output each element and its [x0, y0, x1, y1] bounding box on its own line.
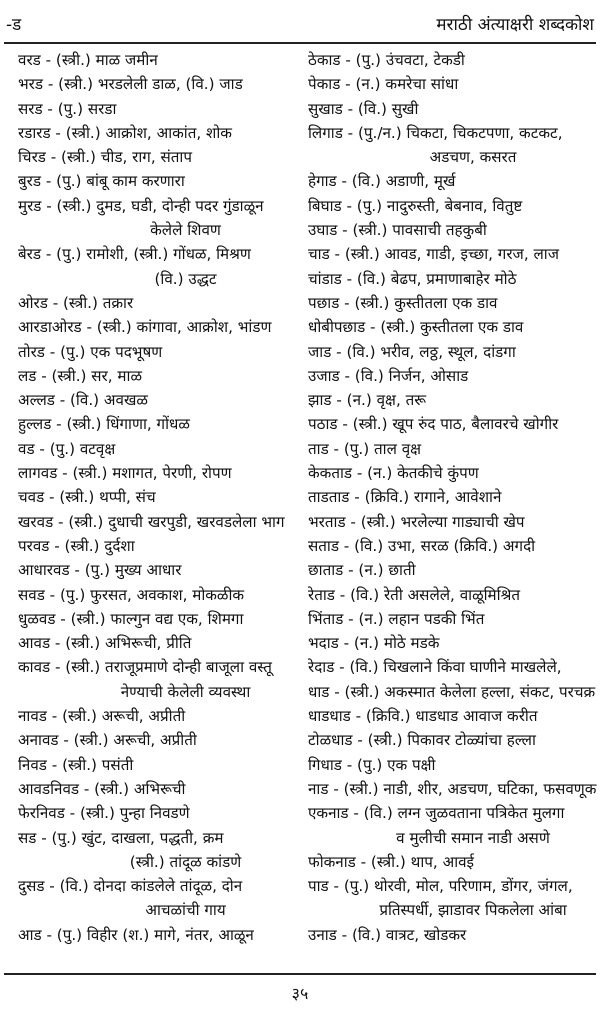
dictionary-entry: [308, 607, 598, 631]
dictionary-entry: [18, 97, 313, 121]
entry-line: सताड - (वि.) उभा, सरळ (क्रिवि.) अगदी: [308, 536, 536, 555]
entry-line: अल्लड - (वि.) अवखळ: [18, 391, 148, 410]
dictionary-entry: [308, 850, 598, 874]
dictionary-entry: [308, 412, 598, 436]
entry-line: सरड - (पु.) सरडा: [18, 99, 117, 118]
entry-line: लागवड - (स्त्री.) मशागत, पेरणी, रोपण: [18, 464, 232, 483]
entry-line: परवड - (स्त्री.) दुर्दशा: [18, 536, 135, 555]
entry-line: पछाड - (स्त्री.) कुस्तीतला एक डाव: [308, 293, 498, 312]
dictionary-entry: [308, 218, 598, 242]
entry-line: वड - (पु.) वटवृक्ष: [18, 439, 116, 458]
dictionary-entry: [308, 534, 598, 558]
dictionary-entry: [18, 291, 313, 315]
entry-continuation: केलेले शिवण: [150, 221, 221, 240]
entry-line: झाड - (न.) वृक्ष, तरू: [308, 391, 427, 410]
right-column: [308, 48, 598, 947]
entry-line: चिरड - (स्त्री.) चीड, राग, संताप: [18, 148, 192, 167]
dictionary-entry: [308, 340, 598, 364]
dictionary-entry: [308, 728, 598, 752]
entry-line: ठेकाड - (पु.) उंचवटा, टेकडी: [308, 51, 465, 69]
dictionary-entry: [18, 48, 313, 72]
entry-line: केकताड - (न.) केतकीचे कुंपण: [308, 464, 479, 483]
dictionary-entry: [18, 412, 313, 436]
dictionary-entry: [18, 121, 313, 145]
dictionary-entry: [308, 437, 598, 461]
dictionary-entry: [18, 340, 313, 364]
entry-continuation: (स्त्री.) तांदूळ कांडणे: [129, 852, 242, 871]
dictionary-entry: [18, 485, 313, 509]
dictionary-entry: [18, 388, 313, 412]
dictionary-entry: [18, 583, 313, 607]
dictionary-entry: [18, 753, 313, 777]
entry-line: छाताड - (न.) छाती: [308, 561, 416, 580]
dictionary-entry: [18, 704, 313, 728]
entry-line: एकनाड - (वि.) लग्न जुळवताना पत्रिकेत मुलगा: [308, 804, 565, 823]
dictionary-entry: [308, 583, 598, 607]
dictionary-entry: [308, 242, 598, 266]
entry-line: ताड - (पु.) ताल वृक्ष: [308, 439, 422, 458]
entry-line: बुरड - (पु.) बांबू काम करणारा: [18, 172, 185, 191]
dictionary-entry: [308, 558, 598, 582]
entry-line: अनावड - (स्त्री.) अरूची, अप्रीती: [18, 731, 197, 750]
entry-line: टोळधाड - (स्त्री.) पिकावर टोळ्यांचा हल्ला: [308, 731, 536, 750]
entry-line: धोबीपछाड - (स्त्री.) कुस्तीतला एक डाव: [308, 318, 524, 337]
entry-line: सुखाड - (वि.) सुखी: [308, 99, 419, 118]
dictionary-entry: [18, 607, 313, 631]
entry-line: पाड - (पु.) थोरवी, मोल, परिणाम, डोंगर, जंगल,: [308, 877, 573, 896]
entry-line: चांडाड - (वि.) बेढप, प्रमाणाबाहेर मोठे: [308, 269, 517, 288]
entry-line: फेरनिवड - (स्त्री.) पुन्हा निवडणे: [18, 804, 190, 823]
entry-line: भरताड - (स्त्री.) भरलेल्या गाड्याची खेप: [308, 512, 525, 531]
entry-line: तोरड - (पु.) एक पदभूषण: [18, 342, 163, 361]
entry-line: मुरड - (स्त्री.) दुमड, घडी, दोन्ही पदर गुंडाळून: [18, 196, 264, 215]
dictionary-entry: [18, 364, 313, 388]
dictionary-entry: [308, 680, 598, 704]
dictionary-entry: [18, 728, 313, 752]
entry-line: रेदाड - (वि.) चिखलाने किंवा घाणीने माखलेले,: [308, 658, 562, 677]
dictionary-entry: [308, 97, 598, 121]
dictionary-entry: [308, 510, 598, 534]
entry-line: धाडधाड - (क्रिवि.) धाडधाड आवाज करीत: [308, 707, 538, 726]
entry-line: पेकाड - (न.) कमरेचा सांधा: [308, 75, 459, 94]
dictionary-entry: [18, 777, 313, 801]
entry-line: वरड - (स्त्री.) माळ जमीन: [18, 51, 158, 69]
dictionary-entry: [18, 437, 313, 461]
entry-line: उजाड - (वि.) निर्जन, ओसाड: [308, 366, 469, 385]
dictionary-entry: [308, 923, 598, 947]
entry-line: निवड - (स्त्री.) पसंती: [18, 755, 134, 774]
entry-line: कावड - (स्त्री.) तराजूप्रमाणे दोन्ही बाजूला वस्तू: [18, 658, 272, 677]
dictionary-entry: [308, 753, 598, 777]
dictionary-entry: [18, 801, 313, 825]
entry-line: उनाड - (वि.) वात्रट, खोडकर: [308, 925, 467, 944]
entry-line: ताडताड - (क्रिवि.) रागाने, आवेशाने: [308, 488, 502, 507]
dictionary-entry: [18, 826, 313, 875]
entry-line: नाड - (स्त्री.) नाडी, शीर, अडचण, घटिका, फसवणूक: [308, 779, 597, 798]
dictionary-entry: [308, 194, 598, 218]
dictionary-entry: [308, 631, 598, 655]
entry-continuation: व मुलीची समान नाडी असणे: [396, 828, 550, 847]
dictionary-entry: [18, 923, 313, 947]
dictionary-entry: [308, 801, 598, 850]
entry-line: भिंताड - (न.) लहान पडकी भिंत: [308, 609, 485, 628]
entry-line: धाड - (स्त्री.) अकस्मात केलेला हल्ला, संकट, परचक्र: [308, 682, 596, 701]
dictionary-entry: [18, 558, 313, 582]
dictionary-entry: [18, 169, 313, 193]
entry-line: हेगाड - (वि.) अडाणी, मूर्ख: [308, 172, 456, 191]
entry-line: खरवड - (स्त्री.) दुधाची खरपुडी, खरवडलेला भाग: [18, 512, 285, 531]
page-number: ३५: [291, 984, 309, 1003]
entry-line: धुळवड - (स्त्री.) फाल्गुन वद्य एक, शिमगा: [18, 609, 244, 628]
entry-line: चवड - (स्त्री.) थप्पी, संच: [18, 488, 156, 507]
dictionary-entry: [308, 169, 598, 193]
dictionary-entry: [18, 655, 313, 704]
entry-line: लड - (स्त्री.) सर, माळ: [18, 366, 142, 385]
entry-line: सड - (पु.) खुंट, दाखला, पद्धती, क्रम: [18, 828, 224, 847]
entry-line: आवडनिवड - (स्त्री.) अभिरूची: [18, 779, 186, 798]
header-book-title: मराठी अंत्याक्षरी शब्दकोश: [436, 15, 594, 35]
dictionary-entry: [308, 388, 598, 412]
dictionary-entry: [18, 194, 313, 243]
entry-line: पठाड - (स्त्री.) खूप रुंद पाठ, बैलावरचे खोगीर: [308, 415, 559, 434]
entry-line: आरडाओरड - (स्त्री.) कांगावा, आक्रोश, भांडण: [18, 318, 272, 337]
entry-line: आवड - (स्त्री.) अभिरूची, प्रीति: [18, 634, 192, 653]
dictionary-entry: [308, 72, 598, 96]
entry-continuation: (वि.) उद्धट: [154, 269, 217, 288]
dictionary-entry: [308, 777, 598, 801]
entry-line: भरड - (स्त्री.) भरडलेली डाळ, (वि.) जाड: [18, 75, 243, 94]
dictionary-entry: [18, 145, 313, 169]
dictionary-entry: [18, 534, 313, 558]
entry-continuation: नेण्याची केलेली व्यवस्था: [120, 682, 251, 701]
dictionary-entry: [18, 242, 313, 291]
footer-divider: [4, 973, 596, 975]
entry-line: गिधाड - (पु.) एक पक्षी: [308, 755, 436, 774]
dictionary-entry: [308, 485, 598, 509]
dictionary-entry: [308, 48, 598, 72]
entry-line: रेताड - (वि.) रेती असलेले, वाळूमिश्रित: [308, 585, 520, 604]
entry-line: ओरड - (स्त्री.) तक्रार: [18, 293, 134, 312]
dictionary-entry: [308, 315, 598, 339]
entry-line: दुसड - (वि.) दोनदा कांडलेले तांदूळ, दोन: [18, 877, 243, 896]
entry-line: बेरड - (पु.) रामोशी, (स्त्री.) गोंधळ, मिश्रण: [18, 245, 251, 264]
dictionary-entry: [18, 72, 313, 96]
entry-line: सवड - (पु.) फुरसत, अवकाश, मोकळीक: [18, 585, 245, 604]
dictionary-entry: [308, 461, 598, 485]
dictionary-entry: [308, 655, 598, 679]
dictionary-entry: [308, 364, 598, 388]
entry-line: रडारड - (स्त्री.) आक्रोश, आकांत, शोक: [18, 123, 232, 142]
dictionary-entry: [308, 704, 598, 728]
entry-line: भदाड - (न.) मोठे मडके: [308, 634, 440, 653]
entry-line: आधारवड - (पु.) मुख्य आधार: [18, 561, 182, 580]
page-header: [0, 0, 600, 42]
left-column: [18, 48, 313, 947]
entry-line: चाड - (स्त्री.) आवड, गाडी, इच्छा, गरज, लाज: [308, 245, 559, 264]
header-section-letter: -ड: [6, 15, 22, 35]
entry-line: फोकनाड - (स्त्री.) थाप, आवई: [308, 852, 475, 871]
entry-line: आड - (पु.) विहीर (श.) मागे, नंतर, आळून: [18, 925, 254, 944]
entry-line: जाड - (वि.) भरीव, लठ्ठ, स्थूल, दांडगा: [308, 342, 516, 361]
entry-line: नावड - (स्त्री.) अरूची, अप्रीती: [18, 707, 186, 726]
dictionary-entry: [18, 315, 313, 339]
entry-line: बिघाड - (पु.) नादुरुस्ती, बेबनाव, वितुष्ट: [308, 196, 523, 215]
entry-line: उघाड - (स्त्री.) पावसाची तहकुबी: [308, 221, 487, 240]
entry-line: हुल्लड - (स्त्री.) धिंगाणा, गोंधळ: [18, 415, 190, 434]
dictionary-entry: [308, 121, 598, 170]
entry-continuation: आचळांची गाय: [145, 901, 226, 920]
dictionary-entry: [18, 631, 313, 655]
entry-line: लिगाड - (पु./न.) चिकटा, चिकटपणा, कटकट,: [308, 123, 563, 142]
dictionary-entry: [308, 291, 598, 315]
header-divider: [4, 42, 596, 44]
dictionary-entry: [308, 267, 598, 291]
entry-continuation: अडचण, कसरत: [429, 148, 517, 167]
dictionary-entry: [18, 874, 313, 923]
dictionary-entry: [18, 461, 313, 485]
dictionary-entry: [308, 874, 598, 923]
dictionary-entry: [18, 510, 313, 534]
entry-continuation: प्रतिस्पर्धी, झाडावर पिकलेला आंबा: [379, 901, 567, 920]
